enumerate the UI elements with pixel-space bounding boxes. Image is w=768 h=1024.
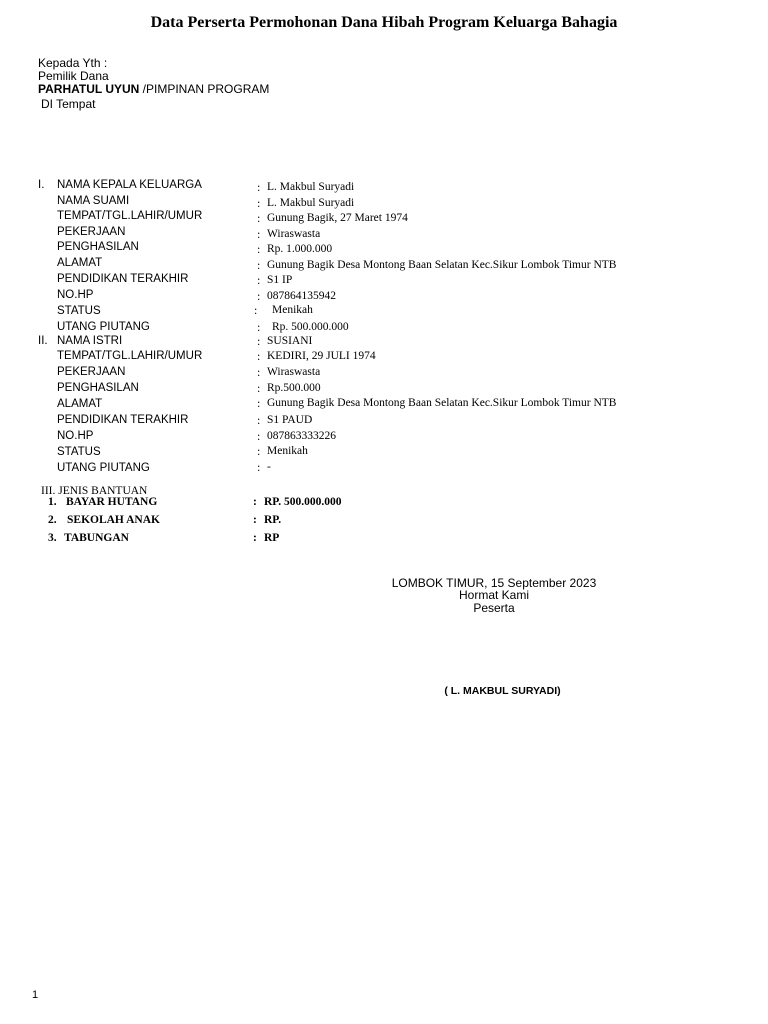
- signature-role: Peserta: [473, 601, 515, 615]
- field-value: Rp. 1.000.000: [267, 243, 333, 255]
- signature-place-date: LOMBOK TIMUR, 15 September 2023: [391, 576, 597, 590]
- field-value: Wiraswasta: [267, 228, 321, 240]
- bantuan-colon: :: [253, 496, 257, 508]
- field-colon: :: [257, 349, 261, 363]
- field-colon: :: [257, 196, 261, 210]
- field-label: NAMA SUAMI: [57, 195, 130, 207]
- field-label: STATUS: [57, 446, 101, 458]
- field-value: KEDIRI, 29 JULI 1974: [267, 350, 376, 362]
- bantuan-number: 2.: [48, 514, 57, 526]
- field-colon: :: [257, 365, 261, 379]
- field-label: NAMA ISTRI: [57, 335, 123, 347]
- field-value: Rp.500.000: [267, 382, 321, 394]
- bantuan-value: RP. 500.000.000: [264, 496, 342, 508]
- field-value: S1 IP: [267, 274, 293, 286]
- bantuan-number: 3.: [48, 532, 57, 544]
- field-value: Gunung Bagik Desa Montong Baan Selatan Kec.Sikur Lombok Timur NTB: [267, 397, 617, 409]
- section-3-heading: III. JENIS BANTUAN: [41, 485, 148, 497]
- field-label: STATUS: [57, 305, 101, 317]
- field-label: TEMPAT/TGL.LAHIR/UMUR: [57, 350, 203, 362]
- field-colon: :: [257, 211, 261, 225]
- field-colon: :: [257, 381, 261, 395]
- field-colon: :: [257, 258, 261, 272]
- bantuan-number: 1.: [48, 496, 57, 508]
- field-colon: :: [257, 396, 261, 410]
- field-label: PENDIDIKAN TERAKHIR: [57, 273, 189, 285]
- field-label: ALAMAT: [57, 398, 103, 410]
- section-1-numeral: I.: [38, 179, 45, 191]
- field-value: Wiraswasta: [267, 366, 321, 378]
- field-label: NAMA KEPALA KELUARGA: [57, 179, 202, 191]
- field-value: L. Makbul Suryadi: [267, 181, 355, 193]
- field-label: PEKERJAAN: [57, 226, 126, 238]
- field-value: Gunung Bagik Desa Montong Baan Selatan Kec.Sikur Lombok Timur NTB: [267, 259, 617, 271]
- field-colon: :: [254, 303, 258, 317]
- field-label: PENGHASILAN: [57, 382, 139, 394]
- field-label: UTANG PIUTANG: [57, 321, 150, 333]
- field-value: Menikah: [267, 445, 308, 457]
- field-colon: :: [257, 334, 261, 348]
- bantuan-value: RP.: [264, 514, 282, 526]
- field-colon: :: [257, 460, 261, 474]
- field-value: 087864135942: [267, 290, 336, 302]
- field-value: S1 PAUD: [267, 414, 313, 426]
- field-value: Menikah: [272, 304, 313, 316]
- field-colon: :: [257, 289, 261, 303]
- field-colon: :: [257, 429, 261, 443]
- field-colon: :: [257, 180, 261, 194]
- bantuan-value: RP: [264, 532, 280, 544]
- bantuan-label: SEKOLAH ANAK: [67, 514, 160, 526]
- recipient-title: Pemilik Dana: [38, 69, 109, 83]
- field-label: UTANG PIUTANG: [57, 462, 150, 474]
- recipient-name-line: [38, 82, 269, 96]
- field-value: SUSIANI: [267, 335, 313, 347]
- field-value: L. Makbul Suryadi: [267, 197, 355, 209]
- field-label: NO.HP: [57, 289, 94, 301]
- recipient-role: /PIMPINAN PROGRAM: [139, 82, 270, 96]
- field-value: -: [267, 461, 271, 473]
- recipient-name: PARHATUL UYUN: [38, 82, 140, 96]
- field-label: ALAMAT: [57, 257, 103, 269]
- field-value: Rp. 500.000.000: [272, 321, 349, 333]
- field-colon: :: [257, 273, 261, 287]
- recipient-place: DI Tempat: [41, 97, 96, 111]
- field-label: PENDIDIKAN TERAKHIR: [57, 414, 189, 426]
- bantuan-label: BAYAR HUTANG: [66, 496, 158, 508]
- field-label: PENGHASILAN: [57, 241, 139, 253]
- field-colon: :: [257, 444, 261, 458]
- section-2-numeral: II.: [38, 335, 48, 347]
- bantuan-colon: :: [253, 514, 257, 526]
- field-colon: :: [257, 242, 261, 256]
- recipient-greeting: Kepada Yth :: [38, 56, 108, 70]
- bantuan-colon: :: [253, 532, 257, 544]
- signature-name: ( L. MAKBUL SURYADI): [444, 685, 561, 697]
- field-colon: :: [257, 320, 261, 334]
- field-label: TEMPAT/TGL.LAHIR/UMUR: [57, 210, 203, 222]
- field-label: PEKERJAAN: [57, 366, 126, 378]
- page-number: 1: [32, 989, 39, 1001]
- field-colon: :: [257, 227, 261, 241]
- bantuan-label: TABUNGAN: [64, 532, 129, 544]
- field-value: Gunung Bagik, 27 Maret 1974: [267, 212, 408, 224]
- signature-closing: Hormat Kami: [458, 588, 529, 602]
- document-title: Data Perserta Permohonan Dana Hibah Program Keluarga Bahagia: [150, 14, 618, 31]
- field-label: NO.HP: [57, 430, 94, 442]
- field-value: 087863333226: [267, 430, 336, 442]
- field-colon: :: [257, 413, 261, 427]
